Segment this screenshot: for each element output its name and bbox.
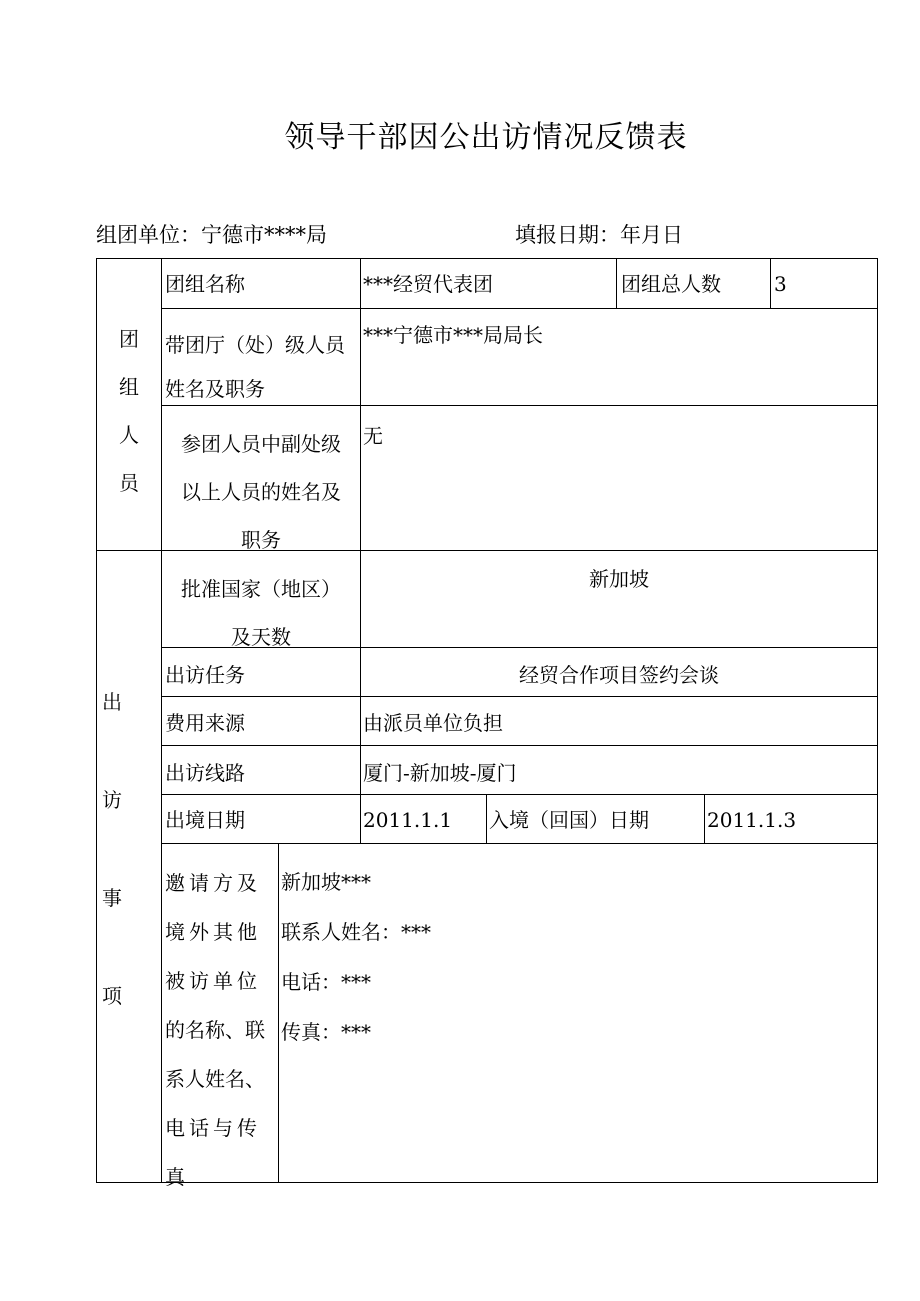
country-value: 新加坡	[589, 567, 649, 591]
deputy-value: 无	[363, 424, 383, 448]
deputy-label-cell	[161, 405, 361, 551]
visit-label-char: 事	[102, 886, 122, 910]
exit-date-value-cell	[360, 794, 487, 844]
group-name-label: 团组名称	[165, 272, 245, 296]
members-label-char: 组	[119, 375, 139, 399]
leader-value-cell	[360, 308, 878, 406]
fill-date-label: 填报日期：	[515, 223, 620, 247]
task-label-cell	[161, 647, 361, 697]
exit-date-value: 2011.1.1	[363, 808, 453, 832]
leader-label-line: 带团厅（处）级人员	[165, 333, 345, 357]
visit-section-label	[96, 550, 162, 1183]
total-label-cell	[616, 258, 771, 309]
deputy-label-line: 以上人员的姓名及	[181, 480, 341, 504]
members-section-label	[96, 258, 162, 551]
fill-date-value: 年月日	[620, 223, 683, 247]
inviter-label-line: 邀请方及	[165, 871, 261, 895]
cost-value: 由派员单位负担	[363, 711, 503, 735]
cost-label: 费用来源	[165, 711, 245, 735]
task-value-cell	[360, 647, 878, 697]
inviter-label-line: 被访单位	[165, 969, 261, 993]
country-label-cell	[161, 550, 361, 648]
inviter-label-line: 系人姓名、	[165, 1067, 265, 1091]
members-label-char: 员	[119, 471, 139, 495]
inviter-label-cell	[161, 843, 279, 1189]
members-label-char: 团	[119, 327, 139, 351]
visit-label-char: 出	[102, 690, 122, 714]
inviter-value-cell	[278, 843, 878, 1183]
deputy-label-line: 职务	[241, 528, 281, 552]
leader-label-line: 姓名及职务	[165, 377, 265, 401]
group-name-label-cell	[161, 258, 361, 309]
total-count-value: 3	[774, 272, 787, 296]
route-value: 厦门-新加坡-厦门	[363, 761, 517, 785]
route-label: 出访线路	[165, 761, 245, 785]
members-label-char: 人	[119, 423, 139, 447]
total-count-label: 团组总人数	[621, 272, 721, 296]
inviter-name-value: 新加坡***	[281, 870, 371, 894]
visit-label-char: 项	[102, 984, 122, 1008]
inviter-label-line: 境外其他	[165, 920, 261, 944]
inviter-phone-value: 电话：***	[281, 970, 371, 994]
country-label-line: 批准国家（地区）	[181, 577, 341, 601]
task-label: 出访任务	[165, 663, 245, 687]
form-title: 领导干部因公出访情况反馈表	[284, 120, 688, 155]
inviter-label-line: 电话与传	[165, 1116, 261, 1140]
leader-label-cell	[161, 308, 361, 406]
visit-label-char: 访	[102, 788, 122, 812]
entry-date-label: 入境（回国）日期	[489, 808, 649, 832]
inviter-contact-value: 联系人姓名：***	[281, 920, 431, 944]
country-label-line: 及天数	[231, 625, 291, 649]
route-label-cell	[161, 745, 361, 795]
route-value-cell	[360, 745, 878, 795]
exit-date-label: 出境日期	[165, 808, 245, 832]
entry-date-label-cell	[486, 794, 705, 844]
group-name-value-cell	[360, 258, 617, 309]
inviter-fax-value: 传真：***	[281, 1020, 371, 1044]
fill-date	[515, 219, 683, 249]
organizer-unit-value: 宁德市****局	[201, 223, 327, 247]
inviter-label-line: 的名称、联	[165, 1018, 265, 1042]
cost-value-cell	[360, 696, 878, 746]
entry-date-value: 2011.1.3	[707, 808, 797, 832]
task-value: 经贸合作项目签约会谈	[519, 663, 719, 687]
entry-date-value-cell	[704, 794, 878, 844]
group-name-value: ***经贸代表团	[363, 272, 493, 296]
exit-date-label-cell	[161, 794, 361, 844]
organizer-unit	[96, 219, 327, 249]
country-value-cell	[360, 550, 878, 648]
total-value-cell	[770, 258, 878, 309]
organizer-unit-label: 组团单位：	[96, 223, 201, 247]
cost-label-cell	[161, 696, 361, 746]
leader-value: ***宁德市***局局长	[363, 323, 543, 347]
inviter-label-line: 真	[165, 1165, 189, 1189]
deputy-value-cell	[360, 405, 878, 551]
deputy-label-line: 参团人员中副处级	[181, 432, 341, 456]
